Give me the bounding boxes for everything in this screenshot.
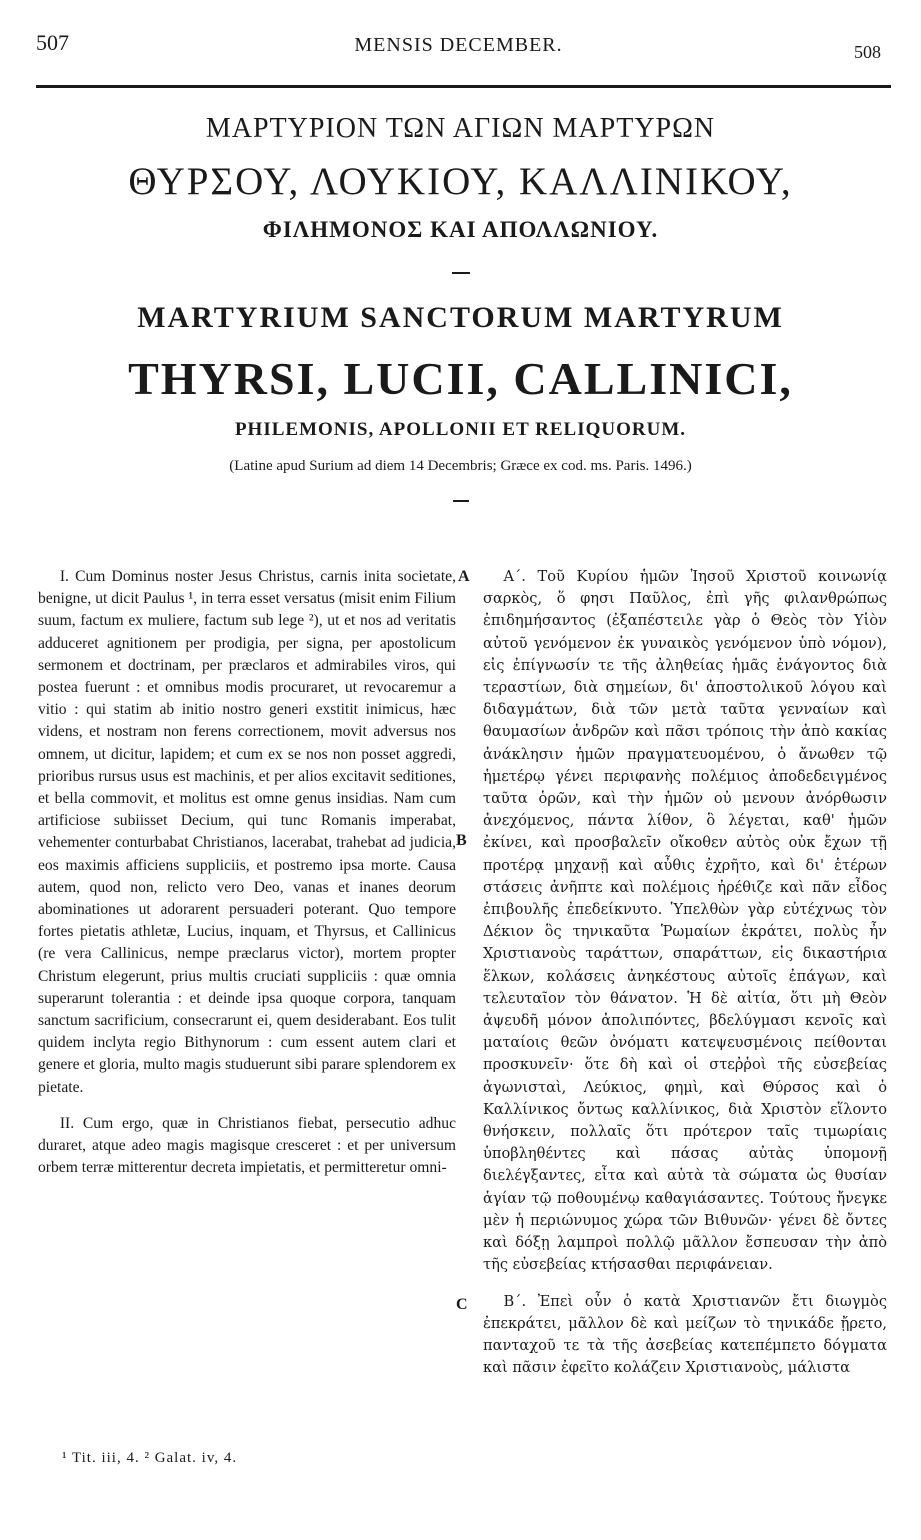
latin-title-line-2: THYRSI, LUCII, CALLINICI,: [128, 353, 793, 404]
latin-paragraph-1: I. Cum Dominus noster Jesus Christus, carnis inita societate, benigne, ut dicit Paulus ¹, in terra esset versatus (misit enim Filium suum, factum ex muliere, factum sub lege ²), ut et nos ad veritatis adduceret agnitionem per prodigia, per signa, per apostolicum sermonem et doctrinam, per præclaros et admirabiles viros, qui postea fuerunt : et omnibus modis procuraret, ut revocaremur a vitio : qui statim ab initio nostro generi exstitit inimicus, hæc videns, et nostram non ferens correctionem, movit adversus nos omnem, ut dicitur, lapidem; et cum ex se nos non posset aggredi, prioribus rursus usus est machinis, et per alios excitavit seditiones, et bella commovit, et molitus est omne genus insidias. Nam cum artificiose subiisset Decium, qui tunc Romanis imperabat, vehementer conturbabat Christianos, lacerabat, trahebat ad judicia, eos maximis afficiens suppliciis, et postremo ipsa morte. Causa autem, quod non, relicto vero Deo, vanas et inanes deorum abominationes ut adorarent persuaderi poterant. Quo tempore fortes pietatis athletæ, Lucius, inquam, et Thyrsus, et Callinicus (re vera Callinicus, nempe præclarus victor), mortem propter Christum elegerunt, prius multis cruciati suppliciis : quæ omnia superarunt tolerantia : et deinde ipsa quoque corpora, tanquam sanctum sacrificium, consecrarunt ei, quem desiderabant. Eos tulit quidem inclyta regio Bithynorum : cum essent autem clari et genere et gloria, multo magis studuerunt sibi parare splendorem ex pietate.: [38, 568, 456, 1096]
margin-marker-b: B: [456, 832, 467, 849]
source-divider: [453, 500, 469, 502]
latin-paragraph-2: II. Cum ergo, quæ in Christianos fiebat, persecutio adhuc duraret, atque adeo magis magisque cresceret : et per universum orbem terræ mitterentur decreta impietatis, et permitteretur omni-: [38, 1114, 456, 1177]
greek-title-line-3: ΦΙΛΗΜΟΝΟΣ ΚΑΙ ΑΠΟΛΛΩΝΙΟΥ.: [262, 217, 659, 242]
greek-column: [483, 566, 887, 1379]
title-block: [0, 112, 921, 502]
source-note: (Latine apud Surium ad diem 14 Decembris; Græce ex cod. ms. Paris. 1496.): [229, 458, 692, 474]
header-rule: [36, 85, 891, 88]
greek-paragraph-1: Α΄. Τοῦ Κυρίου ἡμῶν Ἰησοῦ Χριστοῦ κοινωνίᾳ σαρκὸς, ὅ φησι Παῦλος, ἐπὶ γῆς φιλανθρώπως ἐπιδημήσαντος (ἐξαπέστειλε γὰρ ὁ Θεὸς τὸν Υἱὸν αὐτοῦ γενόμενον ἐκ γυναικὸς γενόμενον ὑπὸ νόμον), εἰς ἐπίγνωσίν τε τῆς ἀληθείας ἡμᾶς ἐνάγοντος διὰ τεραστίων, διὰ σημείων, δι' ἀποστολικοῦ λόγου καὶ διδαγμάτων, διὰ τῶν μετὰ ταῦτα γενναίων καὶ θαυμασίων ἀνδρῶν καὶ πᾶσι τρόποις τὴν ἀπὸ κακίας ἀνάκλησιν ἡμῶν πραγματευομένου, ὁ ἄνωθεν τῷ ἡμετέρῳ γένει περιφανὴς πολέμιος ἀποδεδειγμένος ταῦτα ὁρῶν, καὶ τὴν ἡμῶν οὐ μενουν ἀνόρθωσιν ἀνεχόμενος, πάντα λίθον, ὃ λέγεται, καθ' ἡμῶν ἐκίνει, καὶ προσβαλεῖν οἴκοθεν αὐτὸς οὐκ ἔχων τῇ προτέρᾳ μηχανῇ καὶ αὖθις ἐχρῆτο, καὶ δι' ἑτέρων στάσεις ἀνῆπτε καὶ πολέμοις ἠρέθιζε καὶ πᾶν εἶδος ἐπιβουλῆς ἐπεδείκνυτο. Ὑπελθὼν γὰρ εὐτέχνως τὸν Δέκιον ὃς τηνικαῦτα Ῥωμαίων ἐκράτει, πολὺς ἦν Χριστιανοὺς ταράττων, σπαράττων, εἰς δικαστήρια ἕλκων, κολάσεις ἀνηκέστους αὐτοῖς ἐπάγων, καὶ τελευταῖον τὸν θάνατον. Ἡ δὲ αἰτία, ὅτι μὴ Θεὸν ἀψευδῆ μόνον ἀπολιπόντες, βδελύγμασι κενοῖς καὶ ματαίοις θεῶν ὀνόματι κατεψευσμένοις πείθονται προσκυνεῖν· ὅτε δὴ καὶ οἱ στεῤῥοὶ τῆς εὐσεβείας ἀγωνισταὶ, Λεύκιος, φημὶ, καὶ Θύρσος καὶ ὁ Καλλίνικος ὄντως καλλίνικος, διὰ Χριστὸν εἵλοντο θνήσκειν, πολλαῖς ὅτι πρότερον ταῖς τιμωρίαις ὑποβληθέντες καὶ πάσας αὐτὰς ὑπομονῇ διελέγξαντες, εἶτα καὶ αὐτὰ τὰ σώματα ὡς θυσίαν ἁγίαν τῷ ποθουμένῳ καθαγιάσαντες. Τούτους ἤνεγκε μὲν ἡ περιώνυμος χώρα τῶν Βιθυνῶν· γένει δὲ ὄντες καὶ δόξῃ λαμπροὶ πολλῷ μᾶλλον ἔσπευσαν τὴν ἀπὸ τῆς εὐσεβείας κτήσασθαι περιφάνειαν.: [483, 568, 887, 1274]
margin-marker-c: C: [456, 1296, 468, 1313]
latin-title-line-3: PHILEMONIS, APOLLONII ET RELIQUORUM.: [234, 419, 687, 440]
page-number-right: 508: [854, 42, 881, 62]
greek-title-line-2: ΘΥΡΣΟΥ, ΛΟΥΚΙΟΥ, ΚΑΛΛΙΝΙΚΟΥ,: [128, 160, 793, 203]
running-head: [36, 30, 881, 64]
greek-paragraph-2: Β΄. Ἐπεὶ οὖν ὁ κατὰ Χριστιανῶν ἔτι διωγμὸς ἐπεκράτει, μᾶλλον δὲ καὶ μείζων τὸ τηνικάδε ᾔρετο, πανταχοῦ τε τὰ τῆς ἀσεβείας κατεπέμπετο δόγματα καὶ πᾶσιν ἐφεῖτο κολάζειν Χριστιανοὺς, μάλιστα: [483, 1292, 887, 1377]
latin-title-line-1: MARTYRIUM SANCTORUM MARTYRUM: [137, 301, 784, 334]
greek-title-line-1: ΜΑΡΤΥΡΙΟΝ ΤΩΝ ΑΓΙΩΝ ΜΑΡΤΥΡΩΝ: [205, 113, 716, 144]
title-divider: [452, 272, 470, 274]
footnotes: ¹ Tit. iii, 4. ² Galat. iv, 4.: [62, 1450, 238, 1466]
margin-marker-a: A: [458, 568, 470, 585]
latin-column: [38, 566, 456, 1179]
running-title: MENSIS DECEMBER.: [354, 34, 563, 56]
page-number-left: 507: [36, 30, 69, 55]
